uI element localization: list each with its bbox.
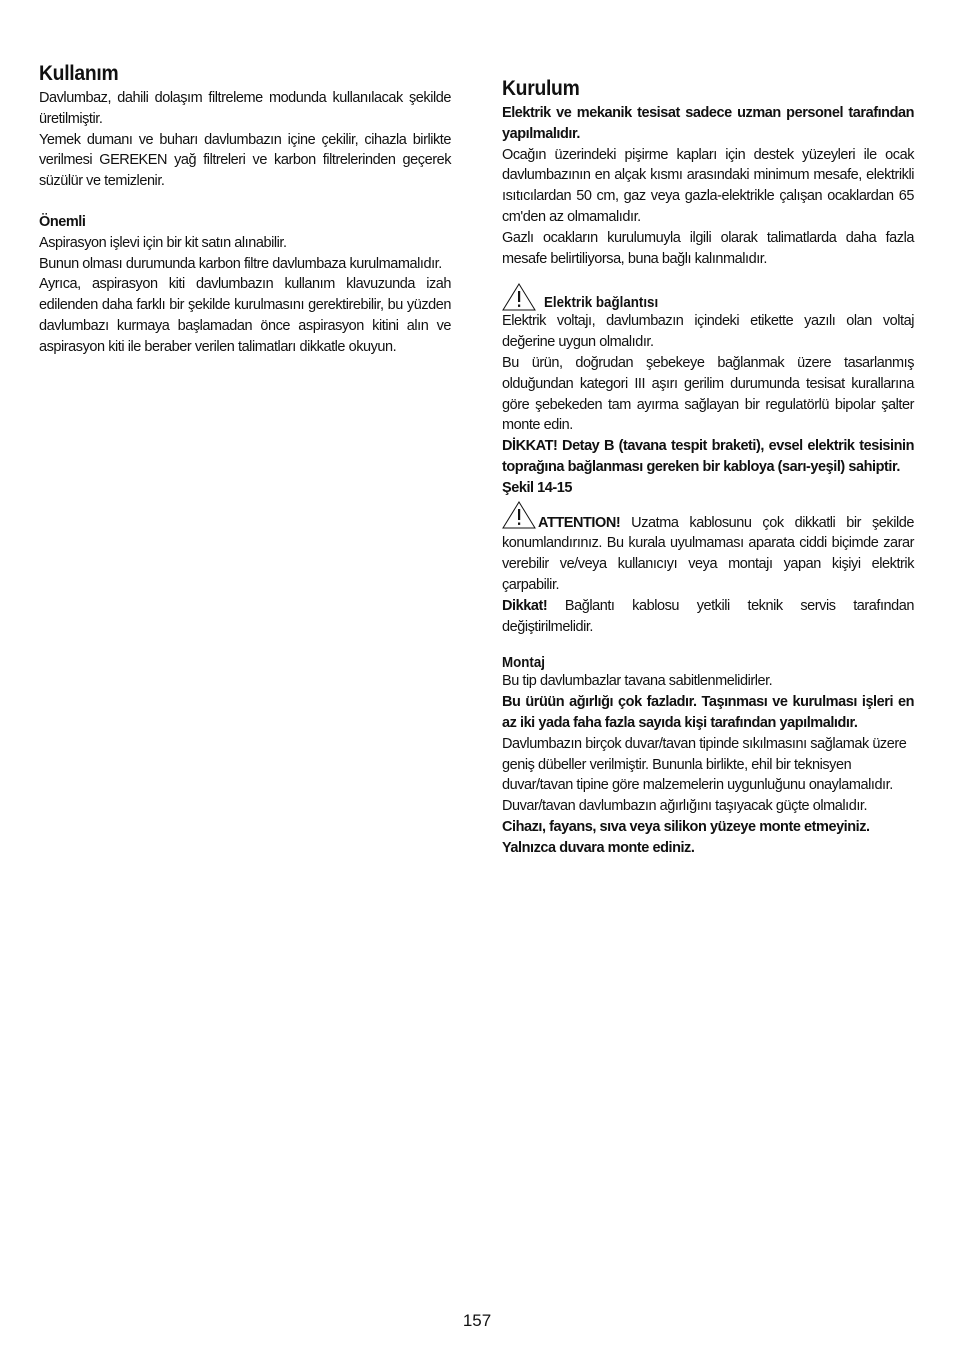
paragraph: Bu tip davlumbazlar tavana sabitlenmelidirler. [502, 673, 773, 690]
dikkat-paragraph [502, 596, 914, 638]
page-number: 157 [462, 1311, 492, 1330]
paragraph: Ayrıca, aspirasyon kiti davlumbazın kullanım klavuzunda izah edilenden daha farklı bir şekilde kurulmasını gerektirebilir, bu yüzden davlumbazı kurmaya başlamadan önce aspirasyon kitini alın ve aspirasyon kiti ile beraber verilen talimatları dikkatle okuyun. [39, 276, 451, 355]
attention-label: ATTENTION! [538, 514, 621, 531]
mounting-text: Davlumbazın birçok duvar/tavan tipinde sıkılmasını sağlamak üzere geniş dübeller verilmiştir. Bununla birlikte, ehil bir teknisyen duvar/tavan tipine göre malzemelerin uygunluğunu onaylamalıdır. Duvar/tavan davlumbazın ağırlığını taşıyacak güçte olmalıdır. [502, 735, 907, 815]
paragraph: Bunun olması durumunda karbon filtre davlumbaza kurulmamalıdır. [39, 255, 442, 272]
paragraph-bold: DİKKAT! Detay B (tavana tespit braketi), evsel elektrik tesisinin toprağına bağlanması gereken bir kabloya (sarı-yeşil) sahiptir. [502, 438, 914, 475]
electric-heading-row [502, 283, 914, 311]
important-heading: Önemli [39, 213, 86, 230]
dikkat-text: Bağlantı kablosu yetkili teknik servis tarafından değiştirilmelidir. [502, 597, 914, 635]
paragraph: Elektrik voltajı, davlumbazın içindeki etikette yazılı olan voltaj değerine uygun olmalıdır. [502, 313, 914, 351]
section-title-kullanim: Kullanım [39, 62, 119, 85]
paragraph: Davlumbaz, dahili dolaşım filtreleme modunda kullanılacak şekilde üretilmiştir. [39, 90, 451, 127]
attention-text: Uzatma kablosunu çok dikkatli bir şekilde konumlandırınız. Bu kurala uyulmaması aparata ciddi biçimde zarar verebilir ve/veya kullanıcıyı veya montajı yapan kişiyi elektrik çarpabilir. [502, 514, 914, 593]
right-column [502, 77, 914, 859]
paragraph-bold: Elektrik ve mekanik tesisat sadece uzman personel tarafından yapılmalıdır. [502, 105, 914, 142]
section-title-kurulum: Kurulum [502, 77, 580, 100]
dikkat-label: Dikkat! [502, 597, 548, 614]
mounting-warning: Cihazı, fayans, sıva veya silikon yüzeye monte etmeyiniz. Yalnızca duvara monte ediniz. [502, 818, 870, 856]
warning-triangle-icon [502, 501, 536, 529]
warning-triangle-icon [502, 283, 536, 311]
figure-reference: Şekil 14-15 [502, 479, 573, 496]
paragraph: Bu ürün, doğrudan şebekeye bağlanmak üzere tasarlanmış olduğundan kategori III aşırı gerilim durumunda tesisat kurallarına göre şebekeden tam ayırma sağlayan bir regulatörlü bipolar şalter monte edin. [502, 354, 914, 434]
montaj-heading: Montaj [502, 655, 545, 672]
paragraph: Ocağın üzerindeki pişirme kapları için destek yüzeyleri ile ocak davlumbazının en alçak kısmı arasındaki minimum mesafe, elektrikli ısıtıcılardan 50 cm, gaz veya gazla-elektrikle çalışan ocaklardan 65 cm'den az olmamalıdır. [502, 146, 914, 225]
electric-connection-heading: Elektrik bağlantısı [544, 295, 659, 312]
left-column [39, 62, 451, 358]
paragraph-bold: Bu ürüün ağırlığı çok fazladır. Taşınması ve kurulması işleri en az iki yada faha fazla sayıda kişi tarafından yapılmalıdır. [502, 694, 914, 731]
paragraph: Aspirasyon işlevi için bir kit satın alınabilir. [39, 234, 287, 251]
paragraph: Gazlı ocakların kurulumuyla ilgili olarak talimatlarda daha fazla mesafe belirtiliyorsa, buna bağlı kalınmalıdır. [502, 229, 914, 267]
paragraph-mixed [502, 734, 914, 859]
attention-paragraph [502, 501, 914, 596]
paragraph: Yemek dumanı ve buharı davlumbazın içine çekilir, cihazla birlikte verilmesi GEREKEN yağ filtreleri ve karbon filtrelerinden geçerek süzülür ve temizlenir. [39, 131, 451, 190]
